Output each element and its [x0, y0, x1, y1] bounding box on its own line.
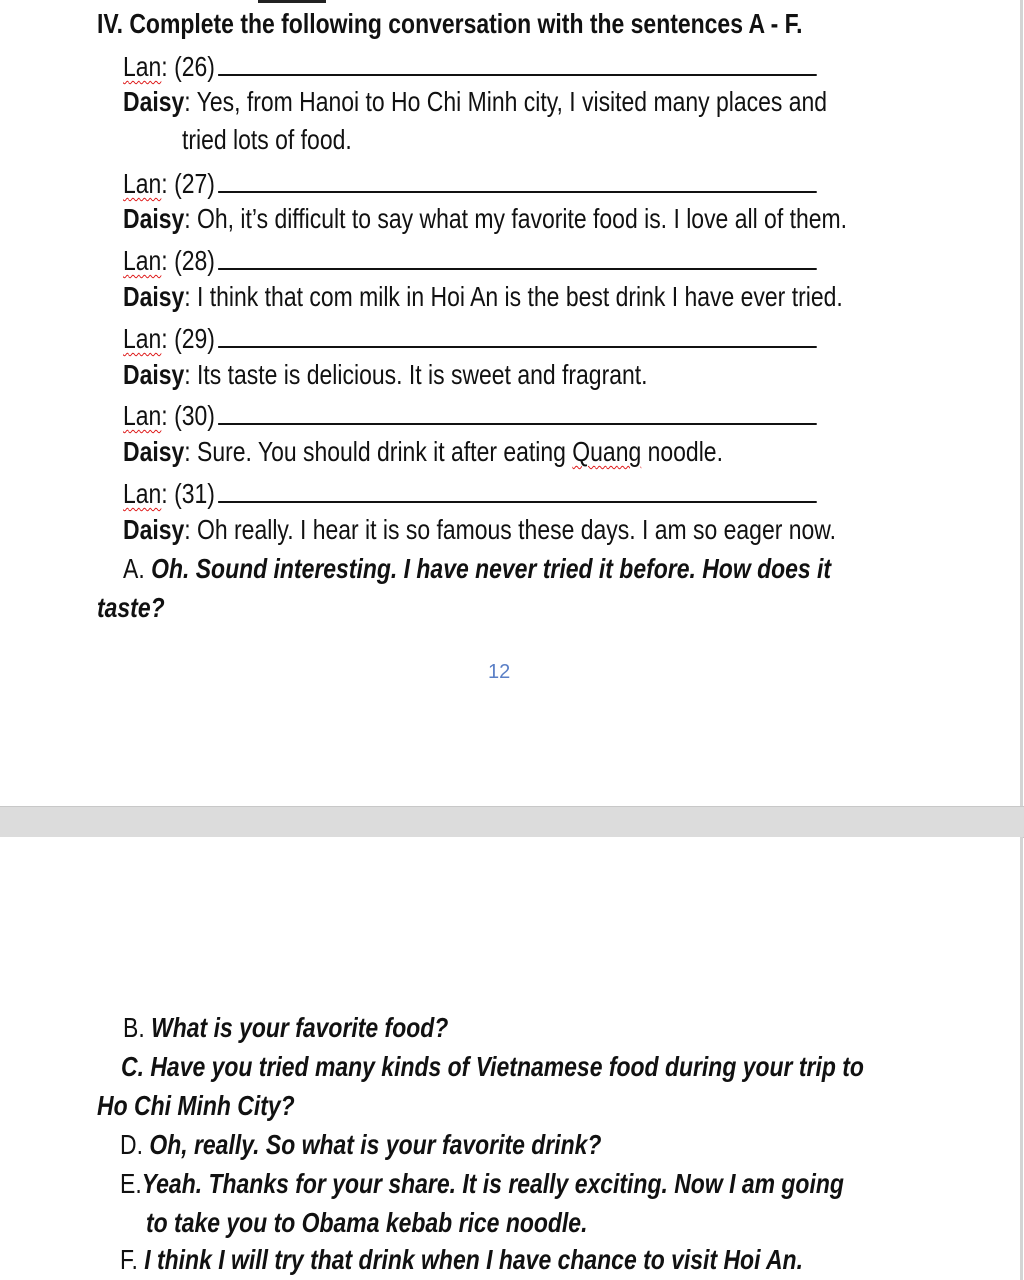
speaker-lan: Lan: [123, 245, 162, 276]
option-text: Oh, really. So what is your favorite drink?: [149, 1129, 602, 1160]
blank-number: (29): [174, 323, 215, 354]
option-letter: D.: [120, 1129, 143, 1160]
option-c: C. Have you tried many kinds of Vietnamese food during your trip to: [121, 1051, 864, 1082]
answer-blank-26[interactable]: [218, 46, 817, 76]
dialogue-daisy-2: Daisy: Oh, it’s difficult to say what my favorite food is. I love all of them.: [123, 203, 847, 234]
speaker-daisy: Daisy: [123, 436, 185, 467]
answer-blank-27[interactable]: [218, 163, 817, 193]
daisy-reply: Yes, from Hanoi to Ho Chi Minh city, I visited many places and: [196, 86, 828, 117]
answer-blank-31[interactable]: [218, 473, 817, 503]
answer-blank-28[interactable]: [218, 240, 817, 270]
speaker-daisy: Daisy: [123, 281, 185, 312]
dialogue-line-30: Lan: (30): [123, 395, 817, 434]
speaker-lan: Lan: [123, 323, 162, 354]
blank-number: (28): [174, 245, 215, 276]
dialogue-daisy-1: Daisy: Yes, from Hanoi to Ho Chi Minh city, I visited many places and: [123, 86, 828, 117]
option-d: [120, 1127, 601, 1163]
option-letter: E.: [120, 1168, 142, 1199]
option-c-cont: Ho Chi Minh City?: [97, 1090, 295, 1121]
option-b: [123, 1010, 448, 1046]
option-text: Oh. Sound interesting. I have never tried it before. How does it: [151, 553, 832, 584]
daisy-reply: I think that com milk in Hoi An is the best drink I have ever tried.: [197, 281, 843, 312]
option-letter: B.: [123, 1012, 145, 1043]
exercise-heading: IV. Complete the following conversation with the sentences A - F.: [97, 8, 803, 39]
dialogue-daisy-6: Daisy: Oh really. I hear it is so famous these days. I am so eager now.: [123, 514, 836, 545]
speaker-lan: Lan: [123, 478, 162, 509]
answer-blank-30[interactable]: [218, 395, 817, 425]
daisy-reply-end: noodle.: [641, 436, 723, 467]
blank-number: (31): [174, 478, 215, 509]
option-text: What is your favorite food?: [151, 1012, 449, 1043]
option-e: [120, 1166, 844, 1202]
dialogue-line-31: Lan: (31): [123, 473, 817, 512]
page-number: 12: [488, 661, 511, 683]
option-f: [120, 1242, 803, 1278]
speaker-daisy: Daisy: [123, 514, 185, 545]
speaker-lan: Lan: [123, 168, 162, 199]
blank-number: (30): [174, 400, 215, 431]
page-top-mark: [258, 0, 326, 3]
dialogue-daisy-3: Daisy: I think that com milk in Hoi An is the best drink I have ever tried.: [123, 281, 843, 312]
option-letter: F.: [120, 1244, 138, 1275]
dialogue-line-26: Lan: (26): [123, 46, 817, 85]
daisy-reply: Oh really. I hear it is so famous these days. I am so eager now.: [197, 514, 836, 545]
blank-number: (27): [174, 168, 215, 199]
speaker-daisy: Daisy: [123, 86, 185, 117]
document-page-2: [0, 837, 1023, 1280]
dialogue-daisy-4: Daisy: Its taste is delicious. It is sweet and fragrant.: [123, 359, 648, 390]
speaker-lan: Lan: [123, 51, 162, 82]
option-e-cont: to take you to Obama kebab rice noodle.: [146, 1207, 588, 1238]
answer-blank-29[interactable]: [218, 318, 817, 348]
option-text: Yeah. Thanks for your share. It is really exciting. Now I am going: [141, 1168, 844, 1199]
dialogue-line-28: Lan: (28): [123, 240, 817, 279]
dialogue-daisy-1-cont: tried lots of food.: [182, 124, 352, 155]
speaker-daisy: Daisy: [123, 359, 185, 390]
daisy-reply: Oh, it’s difficult to say what my favorite food is. I love all of them.: [197, 203, 847, 234]
option-a: [123, 551, 831, 587]
dialogue-line-27: Lan: (27): [123, 163, 817, 202]
blank-number: (26): [174, 51, 215, 82]
dialogue-line-29: Lan: (29): [123, 318, 817, 357]
option-a-cont: taste?: [97, 592, 165, 623]
speaker-lan: Lan: [123, 400, 162, 431]
dialogue-daisy-5: Daisy: Sure. You should drink it after eating Quang noodle.: [123, 436, 723, 467]
option-text: I think I will try that drink when I have chance to visit Hoi An.: [144, 1244, 803, 1275]
daisy-reply: Its taste is delicious. It is sweet and fragrant.: [197, 359, 648, 390]
spellcheck-word: Quang: [572, 436, 642, 467]
option-letter: A.: [123, 553, 145, 584]
daisy-reply: Sure. You should drink it after eating: [197, 436, 573, 467]
page-separator: [0, 806, 1024, 838]
speaker-daisy: Daisy: [123, 203, 185, 234]
